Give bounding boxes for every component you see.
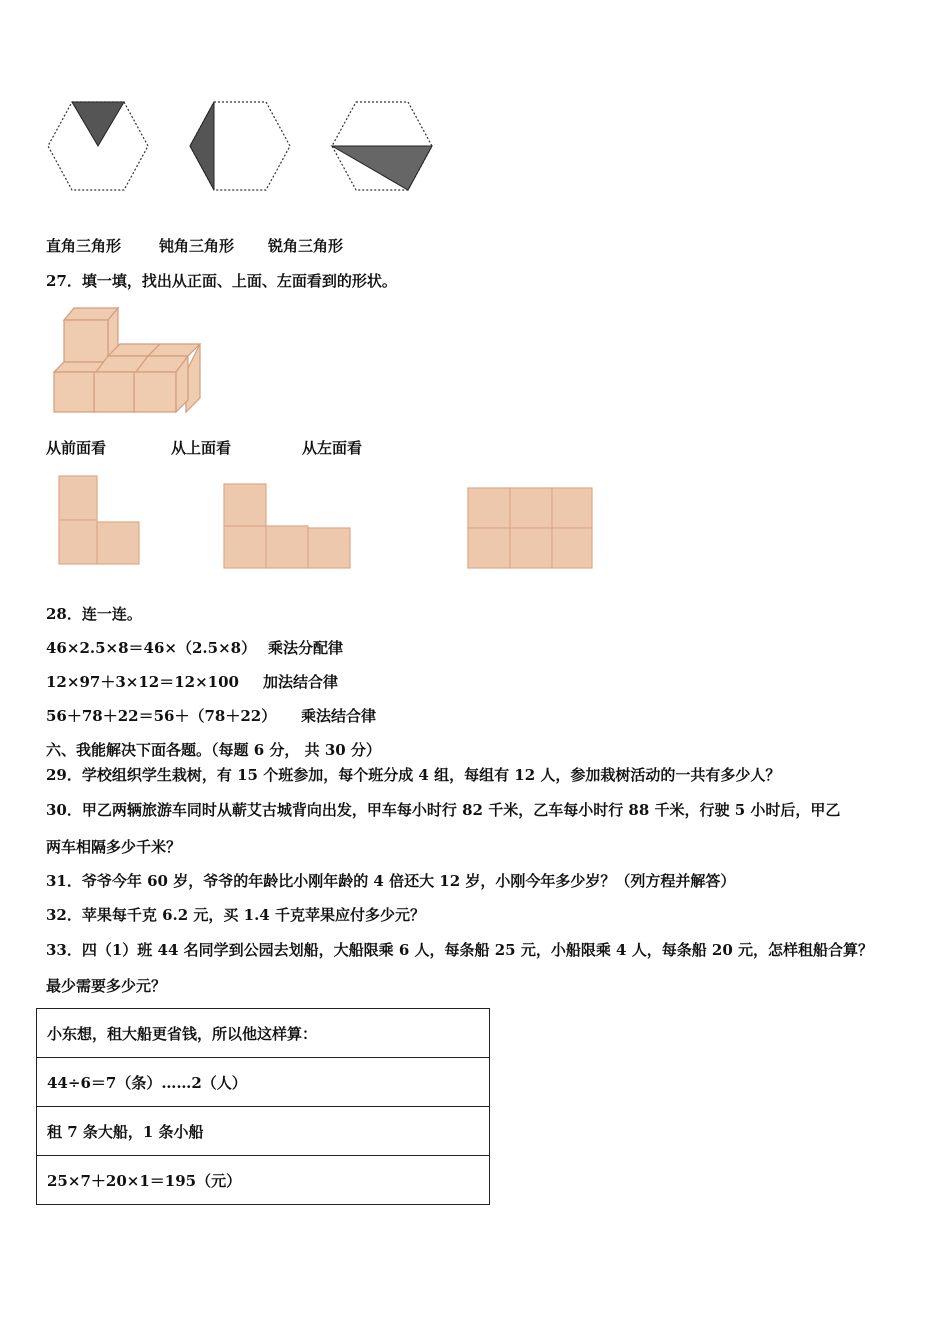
question-31: 31．爷爷今年 60 岁，爷爷的年龄比小刚年龄的 4 倍还大 12 岁，小刚今年多少岁？（列方程并解答） <box>46 872 736 890</box>
table-cell: 租 7 条大船，1 条小船 <box>37 1107 490 1156</box>
hexagon-figure-acute-triangle <box>330 100 434 192</box>
question-33-line-2: 最少需要多少元？ <box>46 977 167 995</box>
cube-structure-figure <box>50 306 210 416</box>
question-29: 29．学校组织学生栽树，有 15 个班参加，每个班分成 4 组，每组有 12 人，参加栽树活动的一共有多少人？ <box>46 766 781 784</box>
question-28: 28．连一连。 <box>46 605 142 623</box>
triangle-label-obtuse: 钝角三角形 <box>159 237 235 255</box>
section-6-heading: 六、我能解决下面各题。（每题 6 分， 共 30 分） <box>46 741 381 759</box>
question-32: 32．苹果每千克 6.2 元，买 1.4 千克苹果应付多少元？ <box>46 906 425 924</box>
table-cell: 小东想，租大船更省钱，所以他这样算： <box>37 1009 490 1058</box>
question-30-line-1: 30．甲乙两辆旅游车同时从蕲艾古城背向出发，甲车每小时行 82 千米，乙车每小时行 88 千米，行驶 5 小时后，甲乙 <box>46 801 841 819</box>
view-label-top: 从上面看 <box>171 439 232 457</box>
table-row <box>37 1107 490 1156</box>
view-label-front: 从前面看 <box>46 439 107 457</box>
match-expression-2: 12×97＋3×12＝12×100 <box>46 673 239 691</box>
question-30-line-2: 两车相隔多少千米？ <box>46 838 182 856</box>
view-shape-c <box>466 486 594 570</box>
hexagon-figure-right-triangle <box>46 100 150 192</box>
solution-table <box>36 1008 490 1205</box>
hexagon-figure-obtuse-triangle <box>188 100 292 192</box>
view-shape-b <box>222 482 352 570</box>
view-label-left: 从左面看 <box>302 439 363 457</box>
match-expression-1: 46×2.5×8＝46×（2.5×8） <box>46 639 257 657</box>
question-27: 27．填一填，找出从正面、上面、左面看到的形状。 <box>46 272 397 290</box>
match-law-1[interactable]: 乘法分配律 <box>268 639 344 657</box>
view-shape-a <box>57 474 141 566</box>
table-cell: 44÷6＝7（条）……2（人） <box>37 1058 490 1107</box>
table-row <box>37 1058 490 1107</box>
match-law-2[interactable]: 加法结合律 <box>263 673 339 691</box>
match-expression-3: 56＋78＋22＝56＋（78＋22） <box>46 707 277 725</box>
question-33-line-1: 33．四（1）班 44 名同学到公园去划船，大船限乘 6 人，每条船 25 元，小船限乘 4 人，每条船 20 元，怎样租船合算？ <box>46 941 874 959</box>
table-cell: 25×7＋20×1＝195（元） <box>37 1156 490 1205</box>
match-law-3[interactable]: 乘法结合律 <box>301 707 377 725</box>
table-row <box>37 1009 490 1058</box>
table-row <box>37 1156 490 1205</box>
triangle-label-right: 直角三角形 <box>46 237 122 255</box>
triangle-label-acute: 锐角三角形 <box>268 237 344 255</box>
